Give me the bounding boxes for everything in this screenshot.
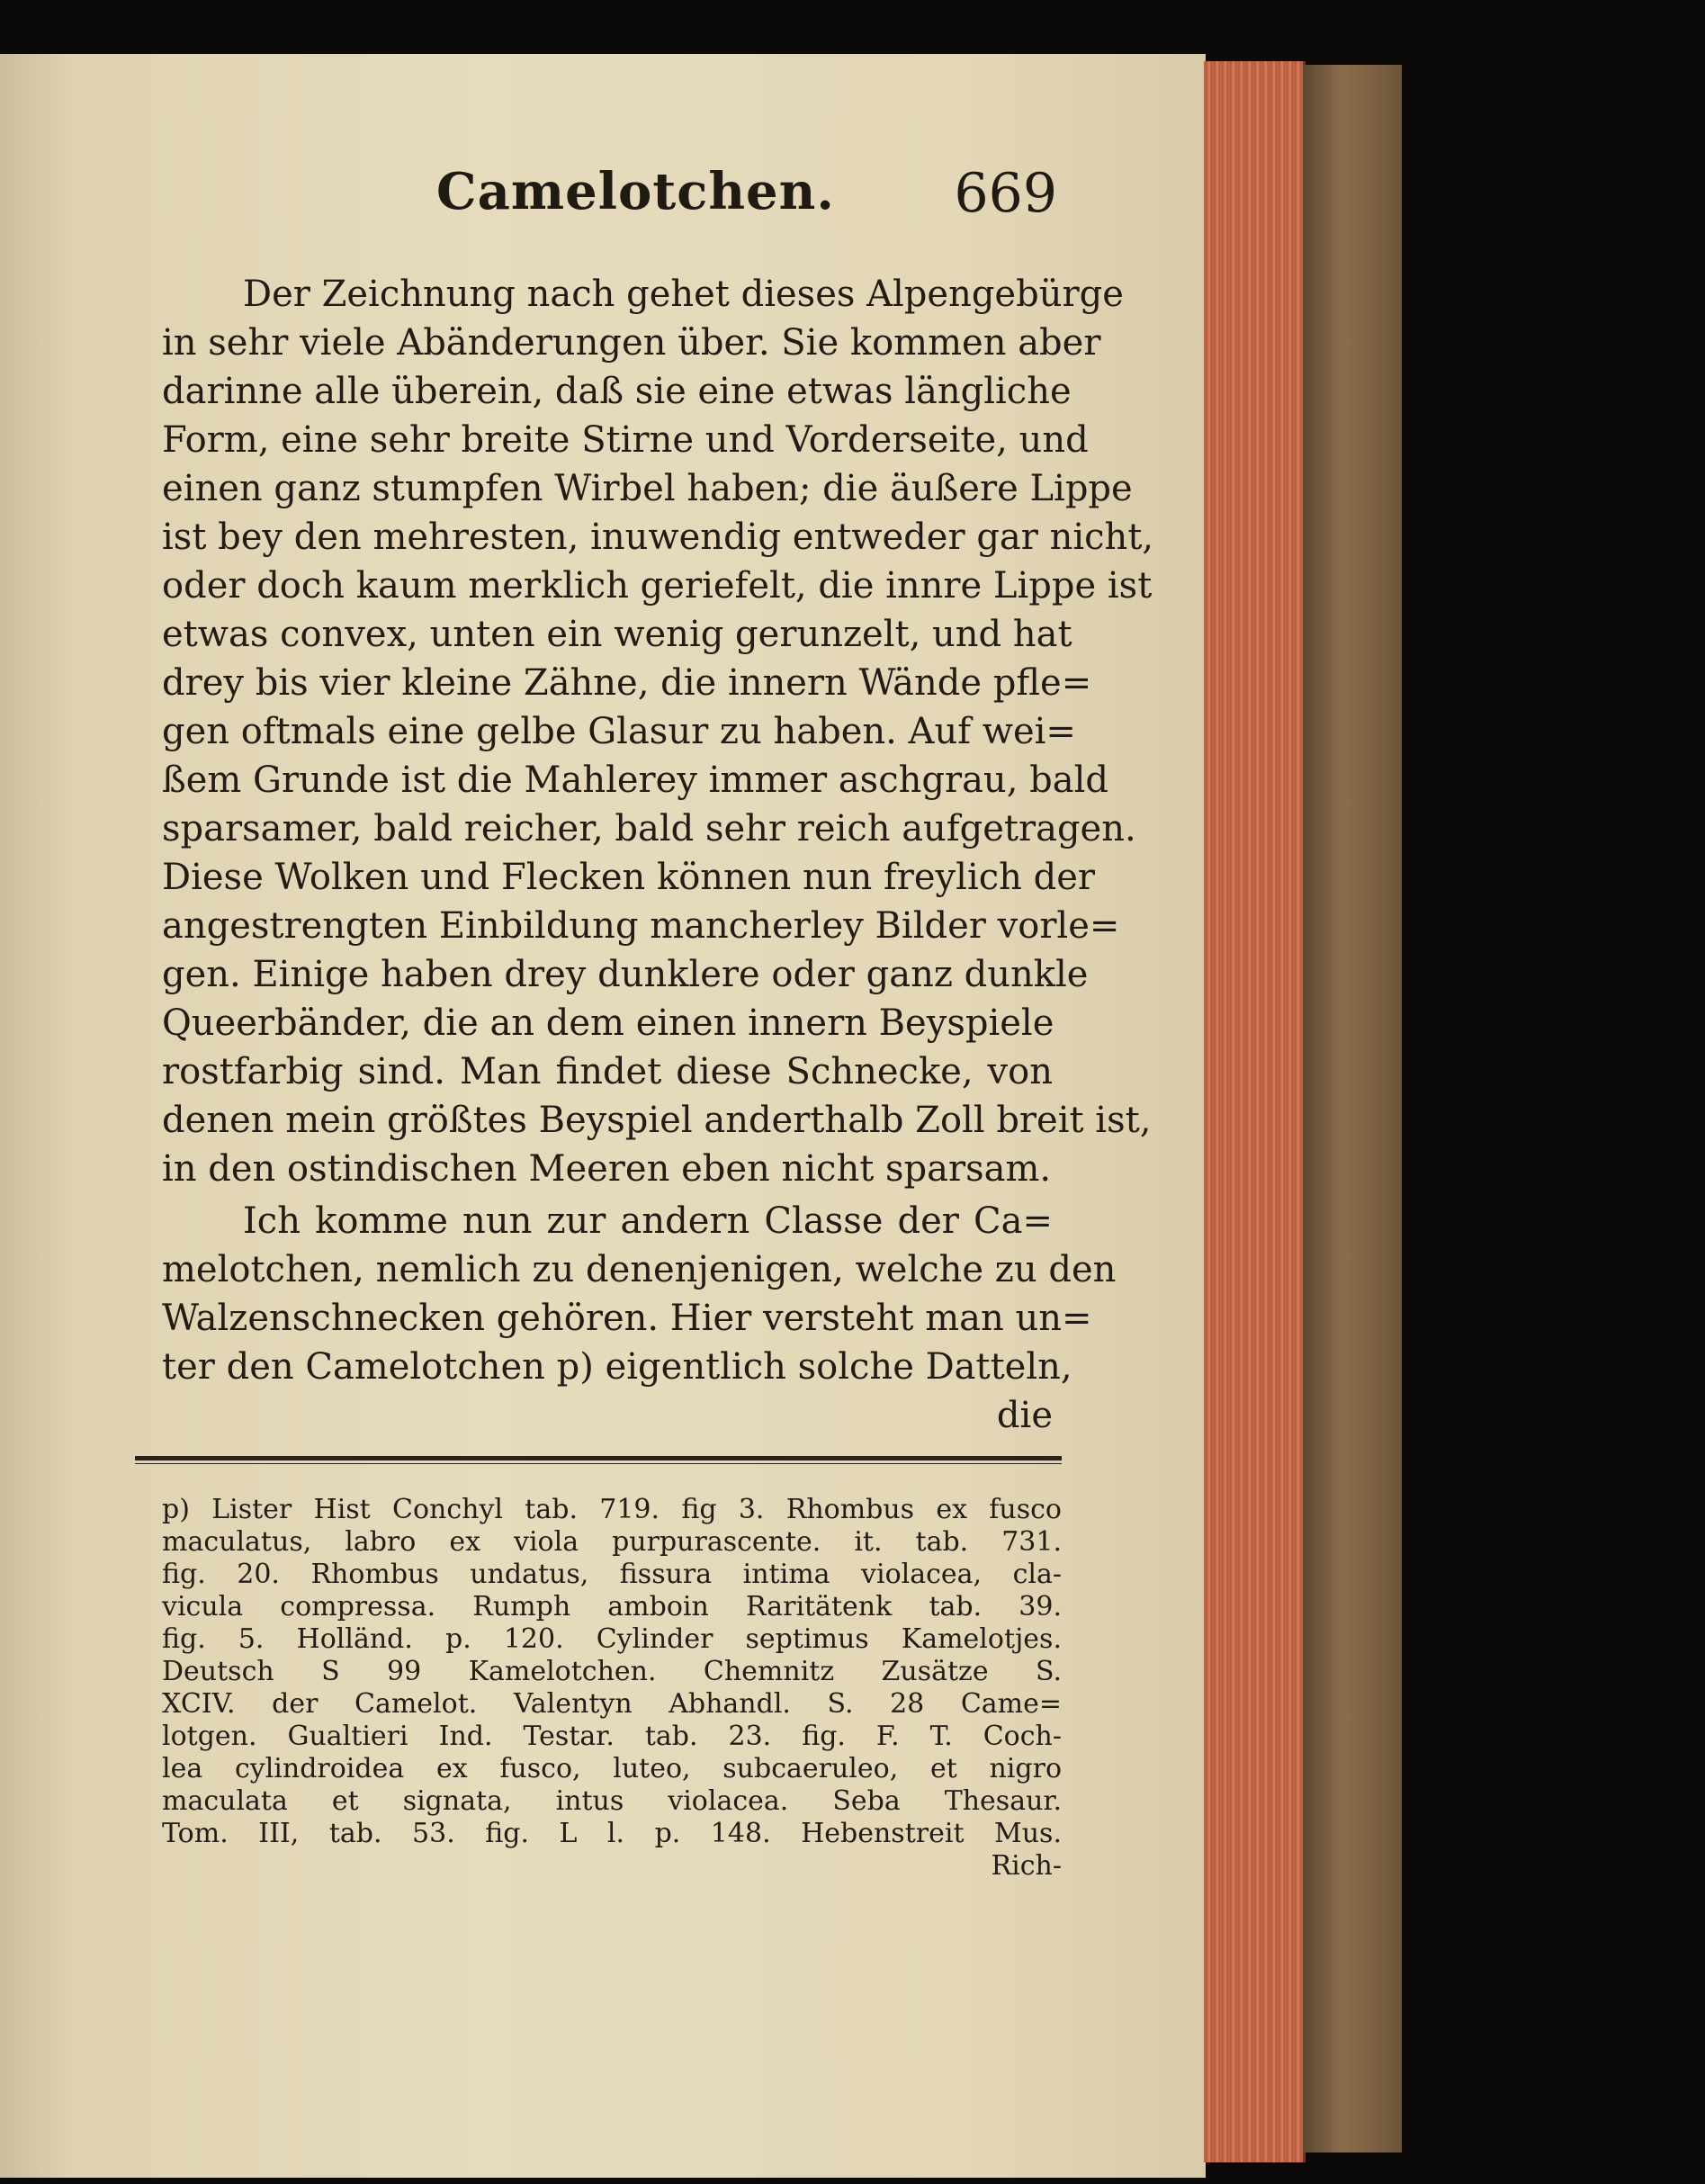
body-line: in den ostindischen Meeren eben nicht sparsam.	[162, 1148, 1052, 1190]
body-line: rostfarbig sind. Man findet diese Schnecke, von	[162, 1051, 1053, 1092]
page-stack-edge	[1204, 61, 1306, 2162]
body-line: Der Zeichnung nach gehet dieses Alpengebürge	[243, 274, 1124, 315]
running-head-title: Camelotchen.	[436, 162, 835, 221]
body-line: etwas convex, unten ein wenig gerunzelt, und hat	[162, 614, 1072, 655]
body-line: ist bey den mehresten, inuwendig entweder gar nicht,	[162, 517, 1154, 558]
footnote-line: p) Lister Hist Conchyl tab. 719. fig 3. Rhombus ex fusco	[162, 1494, 1062, 1525]
footnote-rule-thin	[135, 1463, 1062, 1464]
body-line: gen. Einige haben drey dunklere oder ganz dunkle	[162, 954, 1089, 995]
footnote-line: lea cylindroidea ex fusco, luteo, subcaeruleo, et nigro	[162, 1753, 1062, 1784]
body-line: Ich komme nun zur andern Classe der Ca=	[243, 1200, 1053, 1242]
body-line: sparsamer, bald reicher, bald sehr reich aufgetragen.	[162, 808, 1136, 849]
body-line: Form, eine sehr breite Stirne und Vorderseite, und	[162, 419, 1089, 461]
body-line: Diese Wolken und Flecken können nun freylich der	[162, 857, 1096, 898]
catchword: die	[996, 1395, 1053, 1436]
footnote-line: XCIV. der Camelot. Valentyn Abhandl. S. 28 Came=	[162, 1688, 1062, 1720]
body-line: angestrengten Einbildung mancherley Bilder vorle=	[162, 905, 1120, 947]
body-line: in sehr viele Abänderungen über. Sie kommen aber	[162, 322, 1101, 364]
body-line: darinne alle überein, daß sie eine etwas längliche	[162, 371, 1072, 412]
footnote-line: maculatus, labro ex viola purpurascente. it. tab. 731.	[162, 1526, 1062, 1558]
footnote-line: fig. 20. Rhombus undatus, fissura intima violacea, cla-	[162, 1559, 1062, 1590]
footnote-line: fig. 5. Holländ. p. 120. Cylinder septimus Kamelotjes.	[162, 1623, 1062, 1655]
running-head	[157, 162, 1057, 243]
footnote-line: Tom. III, tab. 53. fig. L l. p. 148. Hebenstreit Mus.	[162, 1818, 1062, 1849]
body-line: ßem Grunde ist die Mahlerey immer aschgrau, bald	[162, 759, 1108, 801]
footnote-rule	[135, 1456, 1062, 1460]
body-line: gen oftmals eine gelbe Glasur zu haben. Auf wei=	[162, 711, 1076, 752]
page-number: 669	[954, 162, 1057, 225]
body-line: ter den Camelotchen p) eigentlich solche Datteln,	[162, 1346, 1072, 1388]
footnote-line: Deutsch S 99 Kamelotchen. Chemnitz Zusätze S.	[162, 1656, 1062, 1687]
book-cover	[1303, 65, 1402, 2153]
footnote-line: maculata et signata, intus violacea. Seba Thesaur.	[162, 1785, 1062, 1817]
footnote-line: lotgen. Gualtieri Ind. Testar. tab. 23. fig. F. T. Coch-	[162, 1721, 1062, 1752]
body-line: drey bis vier kleine Zähne, die innern Wände pfle=	[162, 662, 1092, 704]
body-line: oder doch kaum merklich geriefelt, die innre Lippe ist	[162, 565, 1153, 607]
body-line: Queerbänder, die an dem einen innern Beyspiele	[162, 1002, 1054, 1044]
body-line: melotchen, nemlich zu denenjenigen, welche zu den	[162, 1249, 1117, 1290]
footnote-line: vicula compressa. Rumph amboin Raritätenk tab. 39.	[162, 1591, 1062, 1622]
body-line: denen mein größtes Beyspiel anderthalb Zoll breit ist,	[162, 1100, 1152, 1141]
body-line: einen ganz stumpfen Wirbel haben; die äußere Lippe	[162, 468, 1133, 509]
footnote-catchword: Rich-	[991, 1850, 1062, 1882]
body-line: Walzenschnecken gehören. Hier versteht man un=	[162, 1298, 1092, 1339]
